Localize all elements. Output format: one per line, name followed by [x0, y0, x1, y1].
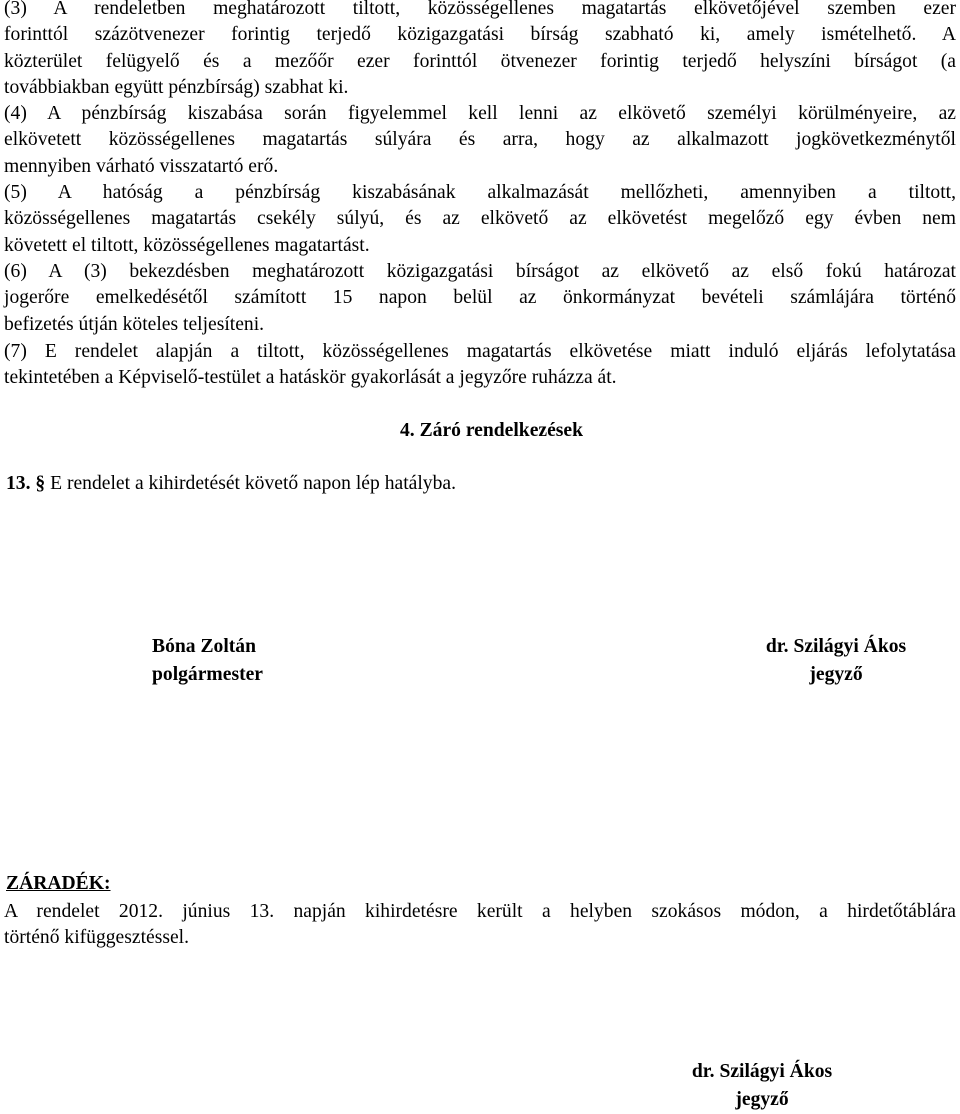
clause-text: E rendelet a kihirdetését követő napon lép hatályba. — [50, 473, 456, 494]
paragraph-line: (3) A rendeletben meghatározott tiltott, közösségellenes magatartás elkövetőjével szemben ezer — [4, 0, 956, 19]
zaradek-signature-block — [672, 1058, 852, 1114]
paragraph-line: jogerőre emelkedésétől számított 15 napon belül az önkormányzat bevételi számlájára történő — [4, 287, 956, 309]
paragraph-line: (6) A (3) bekezdésben meghatározott közigazgatási bírságot az elkövető az első fokú határozat — [4, 261, 956, 282]
paragraph-line: továbbiakban együtt pénzbírság) szabhat ki. — [4, 76, 349, 98]
paragraph-line: (7) E rendelet alapján a tiltott, közösségellenes magatartás elkövetése miatt induló eljárás lefolytatása — [4, 341, 956, 362]
paragraph-line: elkövetett közösségellenes magatartás súlyára és arra, hogy az alkalmazott jogkövetkezménytől — [4, 129, 956, 151]
paragraph-line: (4) A pénzbírság kiszabása során figyelemmel kell lenni az elkövető személyi körülményeire, az — [4, 103, 956, 124]
mayor-signature-block — [152, 633, 263, 689]
paragraph-line: befizetés útján köteles teljesíteni. — [4, 313, 265, 335]
paragraph-5 — [4, 180, 956, 259]
clause-13 — [6, 473, 456, 495]
mayor-title: polgármester — [152, 664, 263, 685]
zaradek-title: ZÁRADÉK: — [6, 873, 111, 894]
paragraph-3 — [4, 0, 956, 101]
section-heading-text: 4. Záró rendelkezések — [399, 420, 584, 441]
paragraph-7 — [4, 339, 956, 392]
paragraph-line: közösségellenes magatartás csekély súlyú, és az elkövető az elkövetést megelőző egy évben nem — [4, 208, 956, 230]
notary-signature-block — [746, 633, 926, 689]
mayor-name: Bóna Zoltán — [152, 636, 256, 657]
paragraph-line: mennyiben várható visszatartó erő. — [4, 155, 279, 177]
paragraph-line: követett el tiltott, közösségellenes magatartást. — [4, 234, 370, 256]
paragraph-line: (5) A hatóság a pénzbírság kiszabásának alkalmazását mellőzheti, amennyiben a tiltott, — [4, 182, 956, 203]
paragraph-4 — [4, 101, 956, 180]
zaradek-signer-title: jegyző — [735, 1089, 789, 1110]
paragraph-line: közterület felügyelő és a mezőőr ezer forinttól ötvenezer forintig terjedő helyszíni bírságot (a — [4, 50, 956, 72]
zaradek-line: történő kifüggesztéssel. — [4, 927, 190, 949]
zaradek-line: A rendelet 2012. június 13. napján kihirdetésre került a helyben szokásos módon, a hirdetőtáblára — [4, 901, 956, 922]
paragraph-6 — [4, 259, 956, 338]
section-heading — [4, 420, 956, 442]
clause-number: 13. § — [6, 473, 46, 494]
paragraph-line: forinttól százötvenezer forintig terjedő közigazgatási bírság szabható ki, amely ismételhető. A — [4, 24, 956, 46]
notary-title: jegyző — [809, 664, 863, 685]
notary-name: dr. Szilágyi Ákos — [765, 636, 907, 657]
zaradek-text — [4, 899, 956, 952]
paragraph-line: tekintetében a Képviselő-testület a hatáskör gyakorlását a jegyzőre ruházza át. — [4, 367, 617, 389]
zaradek-signer-name: dr. Szilágyi Ákos — [691, 1061, 833, 1082]
